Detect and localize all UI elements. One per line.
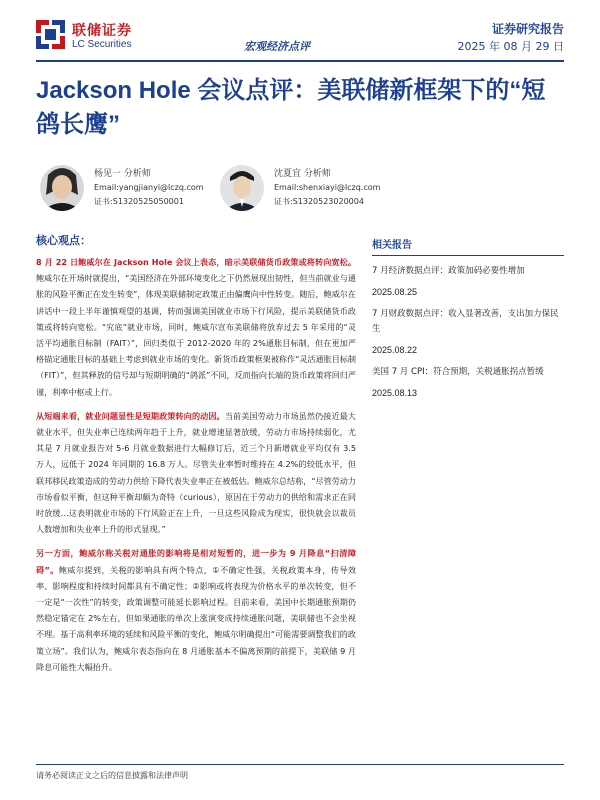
analyst-card xyxy=(220,165,420,215)
related-report-date: 2025.08.13 xyxy=(372,388,418,398)
paragraph-body: 当前美国劳动力市场虽然仍接近最大就业水平，但失业率已连续两年趋于上升，就业增速显著放缓，劳动力市场持续弱化，尤其是 7 月就业报告对 5-6 月就业数据进行大幅修订后，近三个月新增就业平均仅有 3.5 万人，远低于 2024 年同期的 16.8 万人。尽管失业率暂时维持在 4.2%的较低水平，但联邦移民政策造成的劳动力供给下降代表失业率正在被低估。鲍威尔总结称，“尽管劳动力市场看似平衡，但这种平衡却颇为奇特（curious），原因在于劳动力的供给和需求正在同时放缓…这表明就业市场的下行风险正在上升，一旦这些风险成为现实，很快就会以裁员人数增加和失业率上升的形式显现。” xyxy=(36,410,356,535)
footer-disclaimer: 请务必阅读正文之后的信息披露和法律声明 xyxy=(36,771,188,780)
section-title: 核心观点： xyxy=(36,234,91,247)
related-report-date: 2025.08.25 xyxy=(372,287,418,297)
related-reports xyxy=(372,236,564,408)
report-date: 2025 年 08 月 29 日 xyxy=(457,40,564,53)
analyst-email[interactable]: Email:yangjianyi@lczq.com xyxy=(94,183,204,192)
paragraph xyxy=(36,545,356,675)
lc-securities-logo[interactable] xyxy=(36,18,186,58)
report-type: 证券研究报告 xyxy=(491,22,564,36)
analyst-info xyxy=(274,167,380,209)
related-report-item[interactable] xyxy=(372,365,564,398)
related-report-item[interactable] xyxy=(372,264,564,297)
related-report-title[interactable]: 美国 7 月 CPI：符合预期，关税通胀拐点暂缓 xyxy=(372,367,544,377)
header-divider xyxy=(36,60,564,62)
related-report-date: 2025.08.22 xyxy=(372,345,418,355)
analyst-name: 沈夏宜 分析师 xyxy=(274,169,331,179)
paragraph xyxy=(36,254,356,400)
footer-divider xyxy=(36,764,564,765)
related-reports-title: 相关报告 xyxy=(372,236,564,256)
analyst-photo-icon xyxy=(220,165,264,211)
logo-cn-text: 联储证券 xyxy=(72,23,132,39)
analyst-photo-icon xyxy=(40,165,84,211)
related-report-title[interactable]: 7 月经济数据点评：政策加码必要性增加 xyxy=(372,266,525,276)
main-content xyxy=(36,232,356,683)
related-report-title[interactable]: 7 月财政数据点评：收入显著改善，支出加力保民生 xyxy=(372,309,559,334)
report-header xyxy=(36,14,564,62)
paragraph-lead: 另一方面，鲍威尔称关税对通胀的影响将是相对短暂的，进一步为 9 月降息“扫清障碍”。 xyxy=(36,548,356,575)
analyst-email[interactable]: Email:shenxiayi@lczq.com xyxy=(274,183,381,192)
lc-securities-logo-icon xyxy=(36,20,66,50)
logo-en-text: LC Securities xyxy=(72,39,132,50)
paragraph xyxy=(36,408,356,538)
doc-type: 宏观经济点评 xyxy=(244,40,310,53)
paragraph-body: 鲍威尔提到，关税的影响具有两个特点，①不确定性强，关税政策本身，传导效率、影响程度和持续时间都具有不确定性；②影响或将表现为价格水平的单次转变，但不一定是“一次性”的转变，政策调整可能延长影响过程。目前来看，美国中长期通胀预期仍然稳定锚定在 2%左右，但如果通胀的单次上涨演变成持续通胀问题，美联储也不会坐视不理。基于高利率环境的延续和风险平衡的变化，鲍威尔明确提出“可能需要调整我们的政策立场”。我们认为，鲍威尔表态指向在 8 月通胀基本不偏离预期的前提下，美联储 9 月降息可能性大幅抬升。 xyxy=(36,564,356,672)
paragraph-lead: 从短端来看，就业问题显性是短期政策转向的动因。 xyxy=(36,410,225,421)
paragraph-body: 鲍威尔在开场时就提出，“美国经济在外部环境变化之下仍然展现出韧性，但当前就业与通胀的风险平衡正在发生转变”，体现美联储制定政策正由偏鹰向中性转变。随后，鲍威尔在讲话中一段上半年谨慎观望的基调，转而强调美国就业市场下行风险，提示美联储货币政策或将转向宽松。“究底”就业市场，同时，鲍威尔宣布美联储将放弃过去 5 年采用的“灵活平均通胀目标制（FAIT）”，回归类似于 2012-2020 年的 2%通胀目标制，但在更加严格锚定通胀目标的基础上考虑到就业市场的变化。新货币政策框架被称作“灵活通胀目标制（FIT）”，但其释放的信号却与短期明确的“鸽派”不同，反而指向长端的货币政策将回归严谨，利率中枢或上行。 xyxy=(36,273,356,397)
page-title: Jackson Hole 会议点评：美联储新框架下的“短鸽长鹰” xyxy=(36,77,546,138)
analyst-info xyxy=(94,167,204,209)
analyst-name: 杨见一 分析师 xyxy=(94,169,151,179)
analyst-cert: 证书:S1320525050001 xyxy=(94,197,184,206)
related-report-item[interactable] xyxy=(372,307,564,355)
analyst-card xyxy=(40,165,240,215)
paragraph-lead: 8 月 22 日鲍威尔在 Jackson Hole 会议上表态，暗示美联储货币政策或将转向宽松。 xyxy=(36,257,356,267)
analyst-cert: 证书:S1320523020004 xyxy=(274,197,364,206)
